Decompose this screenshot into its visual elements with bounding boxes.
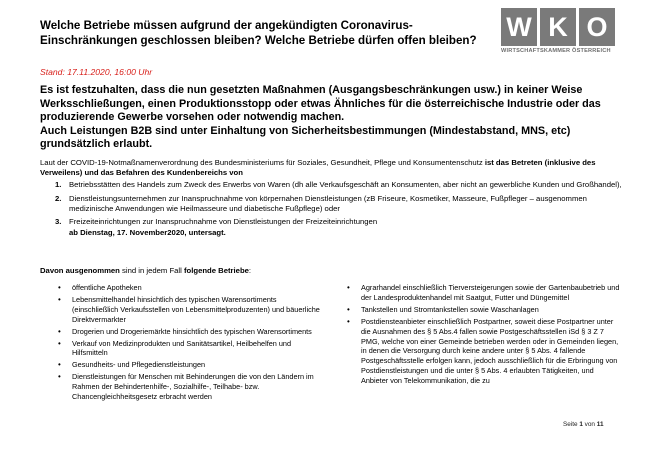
intro-text: Laut der COVID-19-Notmaßnamenverordnung des Bundesministeriums für Soziales, Gesundheit, Pflege und Konsumentenschutz (40, 158, 485, 167)
exceptions-list-right (347, 283, 622, 388)
list-item-text: Agrarhandel einschließlich Tierversteigerungen sowie der Gartenbaubetrieb und der Landesproduktenhandel mit Saatgut, Futter und Düngemittel (361, 283, 620, 302)
page-total: 11 (596, 421, 604, 428)
logo-letter-o: O (579, 8, 615, 46)
list-item (55, 180, 630, 190)
intro-bold-text: ist das Betreten (inklusive des Verweilens) und das Befahren des Kundenbereichs von (40, 158, 596, 178)
bullet-icon: • (58, 360, 61, 370)
list-item-text: Tankstellen und Stromtankstellen sowie Waschanlagen (361, 304, 539, 314)
list-item (347, 317, 622, 386)
list-item (347, 305, 622, 315)
list-number: 1. (55, 180, 62, 189)
list-number: 2. (55, 193, 62, 203)
page-counter (563, 421, 604, 428)
page-counter-von: von (582, 421, 597, 428)
logo-letter-w: W (501, 8, 537, 46)
logo-letter-k: K (540, 8, 576, 46)
list-item-text: Postdiensteanbieter einschließlich Postpartner, soweit diese Postpartner unter die Ausnahmen des § 5 Abs.4 fallen sowie Postgeschäftsstellen iSd § 3 Z 7 PMG, welche von einer Gemeinde betrieben werden oder in Gemeinden liegen, in denen die Versorgung durch keine andere unter § 5 Abs. 4 fallende Postgeschäftsstelle erfolgen kann, jedoch ausschließlich für die Erbringung von Postdienstleistungen und die unter § 5 Abs. 4 erlaubten Tätigkeiten, und Anbieter von Telekommunikation, die zu (361, 316, 619, 386)
bullet-icon: • (347, 304, 350, 314)
bullet-icon: • (58, 294, 61, 304)
list-item (58, 283, 320, 293)
list-item (58, 339, 320, 359)
exceptions-list-left (58, 283, 320, 404)
list-item-text: Lebensmittelhandel hinsichtlich des typischen Warensortiments (einschließlich Verkaufsstellen von Lebensmittelproduzenten) und bäuerliche Direktvermarkter (72, 294, 320, 324)
list-item-text: Verkauf von Medizinprodukten und Sanitätsartikel, Heilbehelfen und Hilfsmitteln (72, 338, 292, 358)
page-counter-label: Seite (563, 421, 580, 428)
page-title: Welche Betriebe müssen aufgrund der angekündigten Coronavirus-Einschränkungen geschlossen bleiben? Welche Betriebe dürfen offen bleiben? (40, 19, 477, 47)
numbered-list (55, 180, 630, 241)
list-text: Betriebsstätten des Handels zum Zweck des Erwerbs von Waren (dh alle Verkaufsgeschäft an Konsumenten, aber nicht an gewerbliche Kunden und Großhandel), (69, 180, 622, 189)
bullet-icon: • (58, 372, 61, 382)
list-item-text: Gesundheits- und Pflegedienstleistungen (72, 360, 206, 370)
status-date: Stand: 17.11.2020, 16:00 Uhr (40, 67, 153, 77)
lead-line-1: Es ist festzuhalten, dass die nun gesetzten Maßnahmen (Ausgangsbeschränkungen usw.) in keiner Weise Werksschließungen, einen Produktionsstopp oder etwas Ähnliches für die österreichische Industrie oder das produzierende Gewerbe vorsehen oder notwendig machen. (40, 84, 601, 124)
page-current: 1 (579, 421, 583, 428)
exceptions-heading-normal: sind in jedem Fall (119, 266, 184, 275)
bullet-icon: • (58, 326, 61, 336)
list-text (69, 217, 630, 237)
list-item (58, 327, 320, 337)
bullet-icon: • (347, 283, 350, 292)
list-item (55, 217, 630, 237)
lead-paragraph (40, 84, 630, 152)
bullet-icon: • (58, 283, 61, 292)
bullet-icon: • (58, 338, 61, 348)
intro-paragraph (40, 158, 630, 178)
list-item (58, 295, 320, 325)
list-item-text: öffentliche Apotheken (72, 283, 142, 292)
exceptions-heading-bold-1: Davon ausgenommen (40, 266, 120, 275)
logo-marks (501, 8, 615, 46)
list-item (58, 372, 320, 402)
list-item (55, 194, 630, 214)
exceptions-heading-end: : (248, 266, 252, 275)
list-text-body: Freizeiteinrichtungen zur Inanspruchnahme von Dienstleistungen der Freizeiteinrichtungen (69, 217, 378, 227)
bullet-icon: • (347, 316, 350, 326)
wko-logo (501, 8, 615, 56)
list-item (58, 360, 320, 370)
list-item (347, 283, 622, 303)
effective-date: ab Dienstag, 17. November2020, untersagt. (69, 227, 226, 237)
exceptions-heading (40, 266, 251, 275)
list-item-text: Dienstleistungen für Menschen mit Behinderungen die von den Ländern im Rahmen der Behindertenhilfe-, Sozialhilfe-, Teilhabe- bzw. Chancengleichheitsgesetz erbracht werden (72, 372, 314, 402)
exceptions-heading-bold-2: folgende Betriebe (183, 266, 249, 275)
list-item-text: Drogerien und Drogeriemärkte hinsichtlich des typischen Warensortiments (72, 326, 312, 336)
logo-subtitle: WIRTSCHAFTSKAMMER ÖSTERREICH (501, 48, 611, 54)
list-text: Dienstleistungsunternehmen zur Inanspruchnahme von körpernahen Dienstleistungen (zB Friseure, Kosmetiker, Masseure, Fußpfleger – ausgenommen medizinische Anwendungen wie Heilmasseure und diabetische Fußpflege) oder (69, 193, 587, 213)
lead-line-2: Auch Leistungen B2B sind unter Einhaltung von Sicherheitsbestimmungen (Mindestabstand, MNS, etc) grundsätzlich erlaubt. (40, 124, 571, 151)
list-number: 3. (55, 217, 62, 227)
